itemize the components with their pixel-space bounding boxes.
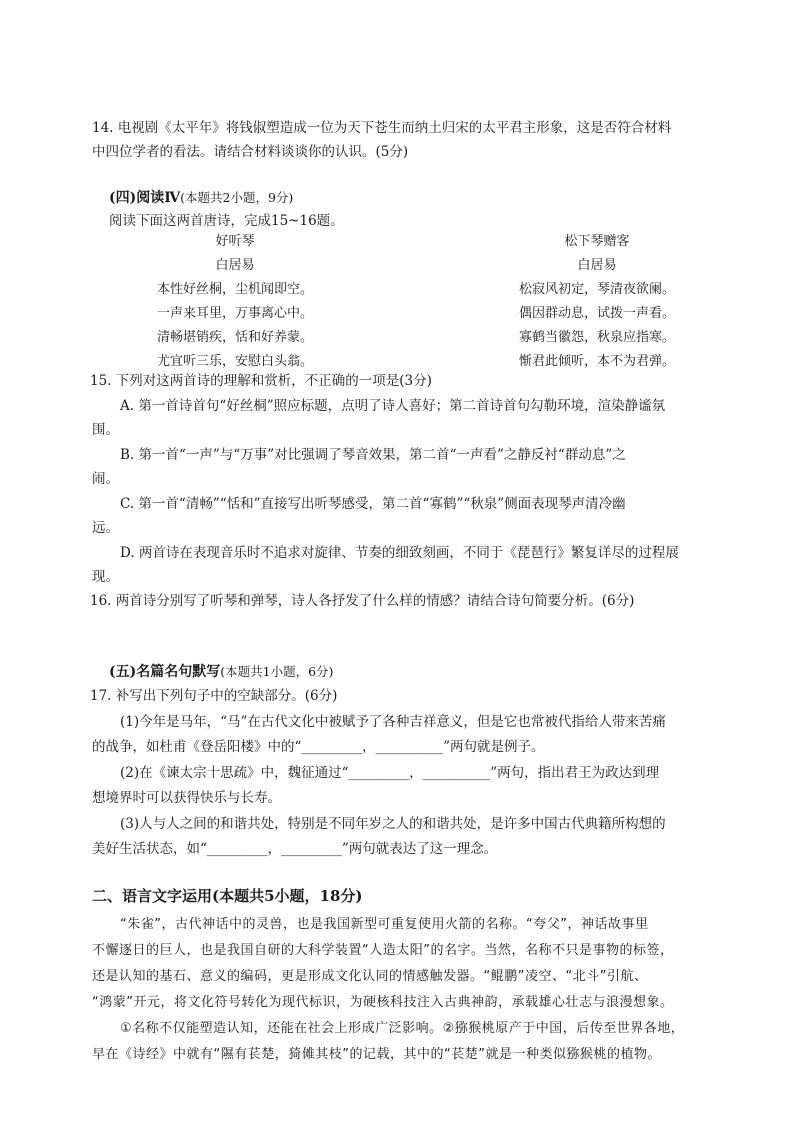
reading4-heading-title: (四)阅读Ⅳ — [109, 190, 181, 206]
poem-1-line-1: 本性好丝桐，尘机闻即空。 — [156, 282, 313, 297]
poem-1-title: 好听琴 — [215, 234, 255, 249]
reading4-heading-note: (本题共2小题，9分) — [180, 190, 294, 205]
poem-1-line-4: 尤宜听三乐，安慰白头翁。 — [156, 354, 313, 369]
poem-2-line-1: 松寂风初定，琴清夜欲阑。 — [518, 282, 675, 297]
poem-1-line-2: 一声来耳里，万事离心中。 — [156, 306, 313, 321]
poem-2-line-3: 寡鹤当徽怨，秋泉应指寒。 — [518, 330, 675, 345]
q17-item-3-line-2: 美好生活状态，如“_________，_________”两句就表达了这一理念。 — [92, 841, 498, 857]
q17-item-2-line-1: (2)在《谏太宗十思疏》中，魏征通过“_________，__________”两句，指出君王为政达到理 — [120, 765, 660, 781]
q17-item-3-line-1: (3)人与人之间的和谐共处，特别是不同年岁之人的和谐共处，是许多中国古代典籍所构想的 — [120, 816, 666, 832]
part2-heading-note: (本题共5小题，18分) — [212, 887, 363, 905]
part2-para-2-line-1: ①名称不仅能塑造认知，还能在社会上形成广泛影响。②猕猴桃原产于中国，后传至世界各地， — [120, 1021, 685, 1036]
part2-heading-title: 二、语言文字运用 — [92, 887, 213, 905]
poem-1-line-3: 清畅堪销疾，恬和好养蒙。 — [156, 330, 313, 345]
q17-item-2-line-2: 想境界时可以获得快乐与长寿。 — [92, 790, 281, 806]
q15-stem: 15. 下列对这两首诗的理解和赏析，不正确的一项是(3分) — [90, 373, 432, 389]
part2-para-1-line-3: 还是认知的基石、意义的编码，更是形成文化认同的情感触发器。“鲲鹏”凌空、“北斗”引航、 — [92, 969, 648, 984]
reading4-heading — [109, 188, 293, 208]
q15-option-b-line-2: 闹。 — [92, 471, 119, 487]
q16-stem: 16. 两首诗分别写了听琴和弹琴，诗人各抒发了什么样的情感？请结合诗句简要分析。(6分) — [90, 593, 635, 609]
poem-2-line-2: 偶因群动息，试拨一声看。 — [518, 306, 675, 321]
poem-2-author: 白居易 — [577, 258, 617, 273]
q15-option-a-line-1: A. 第一首诗首句“好丝桐”照应标题，点明了诗人喜好；第二首诗首句勾勒环境，渲染静谧氛 — [120, 398, 666, 414]
q15-option-c-line-1: C. 第一首“清畅”“恬和”直接写出听琴感受，第二首“寡鹤”“秋泉”侧面表现琴声清冷幽 — [120, 496, 626, 512]
poem-2-title: 松下琴赠客 — [564, 234, 630, 249]
q14-line-1: 14. 电视剧《太平年》将钱俶塑造成一位为天下苍生而纳土归宋的太平君主形象，这是否符合材料 — [92, 120, 672, 136]
q15-option-d-line-2: 现。 — [92, 569, 119, 585]
q14-line-2: 中四位学者的看法。请结合材料谈谈你的认识。(5分) — [92, 144, 409, 160]
section5-heading — [109, 662, 333, 682]
section5-heading-title: (五)名篇名句默写 — [109, 664, 221, 680]
poem-1 — [140, 230, 330, 374]
poem-1-author: 白居易 — [215, 258, 255, 273]
q15-option-b-line-1: B. 第一首“一声”与“万事”对比强调了琴音效果，第二首“一声看”之静反衬“群动息”之 — [120, 447, 626, 463]
poem-2 — [497, 230, 697, 374]
part2-para-1-line-4: “鸿蒙”开元，将文化符号转化为现代标识，为硬核科技注入古典神韵，承载雄心壮志与浪漫想象。 — [92, 995, 674, 1010]
q17-item-1-line-1: (1)今年是马年，“马”在古代文化中被赋予了各种吉祥意义，但是它也常被代指给人带来苦痛 — [120, 714, 666, 730]
section5-heading-note: (本题共1小题，6分) — [220, 664, 334, 679]
part2-para-2-line-2: 早在《诗经》中就有“隰有苌楚，猗傩其枝”的记载，其中的“苌楚”就是一种类似猕猴桃的植物。 — [92, 1047, 661, 1062]
part2-para-1-line-2: 不懈逐日的巨人，也是我国自研的大科学装置“人造太阳”的名字。当然，名称不只是事物的标签， — [92, 943, 674, 958]
part2-para-1-line-1: “朱雀”，古代神话中的灵兽，也是我国新型可重复使用火箭的名称。“夸父”，神话故事里 — [120, 917, 649, 932]
q17-stem: 17. 补写出下列句子中的空缺部分。(6分) — [90, 688, 338, 704]
reading4-intro: 阅读下面这两首唐诗，完成15~16题。 — [109, 213, 344, 229]
q15-option-c-line-2: 远。 — [92, 520, 119, 536]
q15-option-a-line-2: 围。 — [92, 422, 119, 438]
part2-heading — [92, 886, 363, 907]
q15-option-d-line-1: D. 两首诗在表现音乐时不追求对旋律、节奏的细致刻画，不同于《琵琶行》繁复详尽的过程展 — [120, 545, 679, 561]
q17-item-1-line-2: 的战争，如杜甫《登岳阳楼》中的“_________，__________”两句就是例子。 — [92, 739, 545, 755]
poem-2-line-4: 惭君此倾听，本不为君弹。 — [518, 354, 675, 369]
